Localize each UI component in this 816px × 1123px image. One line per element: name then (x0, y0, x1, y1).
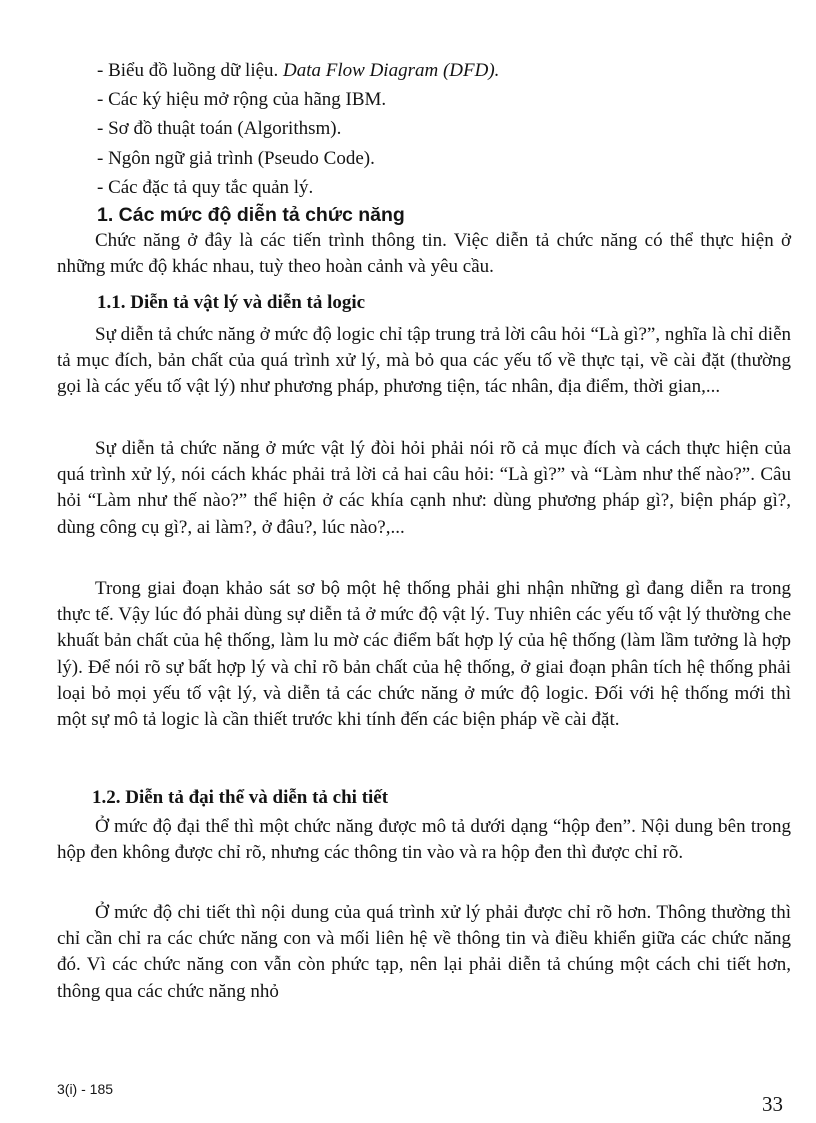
paragraph: Ở mức độ chi tiết thì nội dung của quá trình xử lý phải được chỉ rõ hơn. Thông thường thì chỉ cần chỉ ra các chức năng con và mối liên hệ về thông tin và điều khiển giữa các chức năng đó. Vì các chức năng con vẫn còn phức tạp, nên lại phải diễn tả chúng một cách chi tiết hơn, thông qua các chức năng nhỏ (57, 902, 791, 1002)
print-code: 3(i) - 185 (57, 1081, 114, 1097)
list-item: - Ngôn ngữ giả trình (Pseudo Code). (97, 147, 375, 169)
list-item: - Các ký hiệu mở rộng của hãng IBM. (97, 89, 387, 111)
list-item: - Sơ đồ thuật toán (Algorithsm). (97, 118, 342, 140)
paragraph: Ở mức độ đại thể thì một chức năng được mô tả dưới dạng “hộp đen”. Nội dung bên trong hộp đen không được chỉ rõ, nhưng các thông tin vào và ra hộp đen thì được chỉ rõ. (57, 816, 791, 864)
list-item: - Biểu đồ luồng dữ liệu. Data Flow Diagram (DFD). (97, 60, 500, 81)
page-number: 33 (762, 1092, 783, 1116)
paragraph: Sự diễn tả chức năng ở mức độ logic chỉ tập trung trả lời câu hỏi “Là gì?”, nghĩa là chỉ diễn tả mục đích, bản chất của quá trình xử lý, mà bỏ qua các yếu tố về thực tại, về cài đặt (thường gọi là các yếu tố vật lý) như phương pháp, phương tiện, tác nhân, địa điểm, thời gian,... (57, 324, 791, 398)
list-item: - Các đặc tả quy tắc quản lý. (97, 176, 314, 198)
paragraph: Chức năng ở đây là các tiến trình thông tin. Việc diễn tả chức năng có thể thực hiện ở những mức độ khác nhau, tuỳ theo hoàn cảnh và yêu cầu. (57, 230, 791, 278)
paragraph: Sự diễn tả chức năng ở mức vật lý đòi hỏi phải nói rõ cả mục đích và cách thực hiện của quá trình xử lý, nói cách khác phải trả lời cả hai câu hỏi: “Là gì?” và “Làm như thế nào?”. Câu hỏi “Làm như thế nào?” thể hiện ở các khía cạnh như: dùng phương pháp gì?, biện pháp gì?, dùng công cụ gì?, ai làm?, ở đâu?, lúc nào?,... (57, 438, 791, 538)
section-heading: 1. Các mức độ diễn tả chức năng (97, 204, 405, 226)
paragraph: Trong giai đoạn khảo sát sơ bộ một hệ thống phải ghi nhận những gì đang diễn ra trong thực tế. Vậy lúc đó phải dùng sự diễn tả ở mức độ vật lý. Tuy nhiên các yếu tố vật lý thường che khuất bản chất của hệ thống, làm lu mờ các điểm bất hợp lý của hệ thống (làm lầm tưởng là hợp lý). Để nói rõ sự bất hợp lý và chỉ rõ bản chất của hệ thống, ở giai đoạn phân tích hệ thống phải loại bỏ mọi yếu tố vật lý, và diễn tả các chức năng ở mức độ logic. Đối với hệ thống mới thì một sự mô tả logic là cần thiết trước khi tính đến các biện pháp về cài đặt. (57, 578, 791, 731)
subsection-heading: 1.2. Diễn tả đại thể và diễn tả chi tiết (92, 787, 389, 808)
subsection-heading: 1.1. Diễn tả vật lý và diễn tả logic (97, 292, 366, 313)
method-list (97, 56, 499, 202)
